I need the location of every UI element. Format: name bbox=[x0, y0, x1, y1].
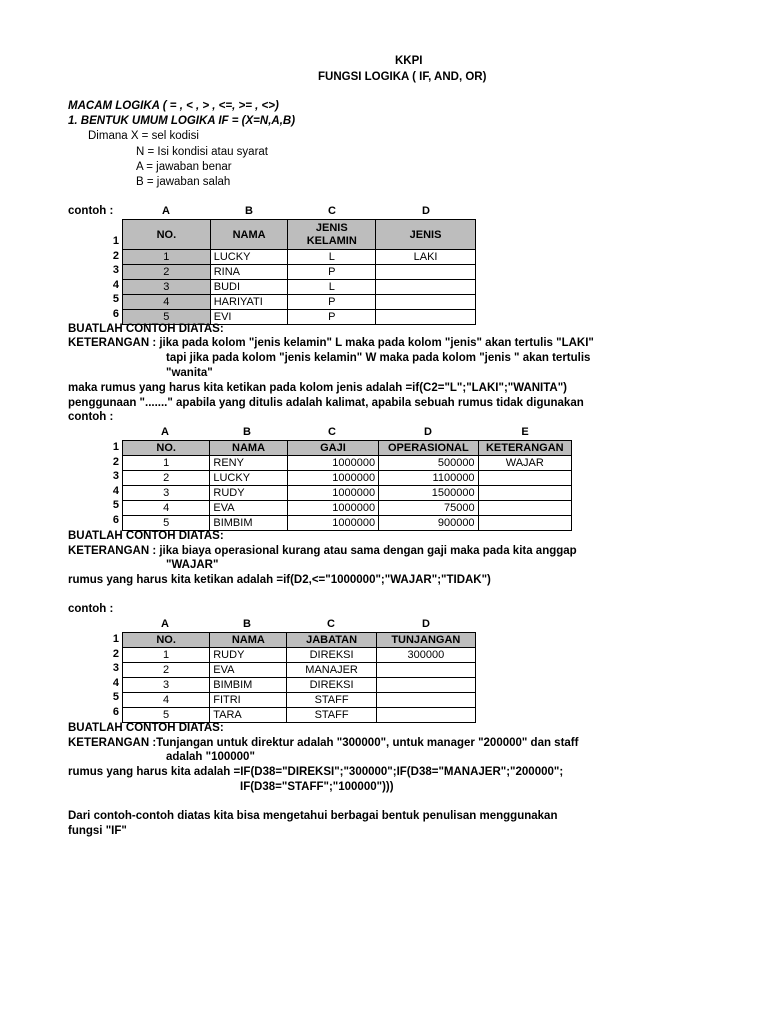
cell bbox=[376, 663, 475, 678]
cell bbox=[478, 486, 571, 501]
row-number: 5 bbox=[112, 293, 119, 305]
table-row bbox=[123, 280, 476, 295]
rumus-3-line2: IF(D38="STAFF";"100000"))) bbox=[240, 781, 394, 793]
cell: 3 bbox=[123, 486, 210, 501]
row-number: 6 bbox=[112, 514, 119, 526]
cell: 3 bbox=[123, 280, 211, 295]
row-number: 2 bbox=[112, 250, 119, 262]
cell: 4 bbox=[123, 295, 211, 310]
col-header-e: E bbox=[521, 426, 529, 438]
row-number: 1 bbox=[112, 441, 119, 453]
header-cell-line: JENIS bbox=[315, 221, 348, 234]
table-row bbox=[123, 693, 476, 708]
cell: 4 bbox=[123, 693, 210, 708]
cell: BUDI bbox=[210, 280, 288, 295]
cell bbox=[478, 501, 571, 516]
cell: 900000 bbox=[379, 516, 478, 531]
rumus-2: rumus yang harus kita ketikan adalah =if(D2,<="1000000";"WAJAR";"TIDAK") bbox=[68, 574, 491, 586]
row-number: 3 bbox=[112, 662, 119, 674]
cell: 2 bbox=[123, 265, 211, 280]
cell: 1000000 bbox=[287, 486, 378, 501]
buatlah-2: BUATLAH CONTOH DIATAS: bbox=[68, 530, 224, 542]
header-cell: NO. bbox=[123, 633, 210, 648]
table-row bbox=[123, 250, 476, 265]
cell: 1 bbox=[123, 456, 210, 471]
cell: HARIYATI bbox=[210, 295, 288, 310]
row-number: 3 bbox=[112, 470, 119, 482]
col-header-a: A bbox=[162, 205, 170, 217]
cell bbox=[376, 310, 476, 325]
header-cell-line: KELAMIN bbox=[306, 234, 357, 247]
cell: 1000000 bbox=[287, 471, 378, 486]
cell: LAKI bbox=[376, 250, 476, 265]
cell: FITRI bbox=[210, 693, 287, 708]
table-row bbox=[123, 486, 572, 501]
cell: 5 bbox=[123, 708, 210, 723]
col-header-b: B bbox=[245, 205, 253, 217]
a-definition: A = jawaban benar bbox=[136, 161, 232, 173]
cell: 4 bbox=[123, 501, 210, 516]
page-subtitle: FUNGSI LOGIKA ( IF, AND, OR) bbox=[318, 71, 487, 83]
cell bbox=[376, 295, 476, 310]
cell: BIMBIM bbox=[210, 516, 287, 531]
col-header-d: D bbox=[422, 205, 430, 217]
n-definition: N = Isi kondisi atau syarat bbox=[136, 146, 268, 158]
header-cell: NAMA bbox=[210, 220, 288, 250]
cell: TARA bbox=[210, 708, 287, 723]
cell: 1 bbox=[123, 648, 210, 663]
cell: 500000 bbox=[379, 456, 478, 471]
b-definition: B = jawaban salah bbox=[136, 176, 231, 188]
kesimpulan-line2: fungsi "IF" bbox=[68, 825, 127, 837]
cell bbox=[478, 471, 571, 486]
header-cell: NO. bbox=[123, 220, 211, 250]
row-number: 1 bbox=[112, 235, 119, 247]
cell: RENY bbox=[210, 456, 287, 471]
cell: 1000000 bbox=[287, 456, 378, 471]
col-header-a: A bbox=[161, 426, 169, 438]
bentuk-umum: 1. BENTUK UMUM LOGIKA IF = (X=N,A,B) bbox=[68, 115, 296, 127]
table-row bbox=[123, 708, 476, 723]
cell bbox=[376, 280, 476, 295]
table-row bbox=[123, 295, 476, 310]
cell: STAFF bbox=[287, 693, 376, 708]
cell: P bbox=[288, 265, 376, 280]
header-cell: OPERASIONAL bbox=[379, 441, 478, 456]
row-number: 4 bbox=[112, 485, 119, 497]
cell: 1000000 bbox=[287, 501, 378, 516]
col-header-d: D bbox=[422, 618, 430, 630]
cell: RINA bbox=[210, 265, 288, 280]
col-header-b: B bbox=[243, 426, 251, 438]
cell: 3 bbox=[123, 678, 210, 693]
keterangan-1: KETERANGAN : jika pada kolom "jenis kelamin" L maka pada kolom "jenis" akan tertulis "LAKI" bbox=[68, 337, 594, 349]
page-title: KKPI bbox=[395, 55, 423, 67]
contoh-label-2: contoh : bbox=[68, 411, 114, 423]
cell: 5 bbox=[123, 516, 210, 531]
col-header-d: D bbox=[424, 426, 432, 438]
cell: P bbox=[288, 295, 376, 310]
cell: STAFF bbox=[287, 708, 376, 723]
header-cell: GAJI bbox=[287, 441, 378, 456]
cell: 300000 bbox=[376, 648, 475, 663]
cell bbox=[376, 708, 475, 723]
row-number: 1 bbox=[112, 633, 119, 645]
table-jenis-kelamin bbox=[122, 219, 476, 325]
header-cell: JABATAN bbox=[287, 633, 376, 648]
row-number: 3 bbox=[112, 264, 119, 276]
table-row bbox=[123, 501, 572, 516]
header-cell bbox=[288, 220, 376, 250]
keterangan-2-line2: "WAJAR" bbox=[166, 559, 219, 571]
table-row bbox=[123, 648, 476, 663]
row-number: 6 bbox=[112, 706, 119, 718]
table-row bbox=[123, 516, 572, 531]
rumus-1: maka rumus yang harus kita ketikan pada kolom jenis adalah =if(C2="L";"LAKI";"WANITA") bbox=[68, 382, 568, 394]
cell: LUCKY bbox=[210, 471, 287, 486]
cell: 1100000 bbox=[379, 471, 478, 486]
rumus-3: rumus yang harus kita adalah =IF(D38="DIREKSI";"300000";IF(D38="MANAJER";"200000"; bbox=[68, 766, 564, 778]
row-number: 5 bbox=[112, 499, 119, 511]
col-header-c: C bbox=[327, 618, 335, 630]
table-tunjangan bbox=[122, 632, 476, 723]
macam-logika: MACAM LOGIKA ( = , < , > , <=, >= , <>) bbox=[68, 100, 279, 112]
table-header-row bbox=[123, 220, 476, 250]
cell: L bbox=[288, 280, 376, 295]
penggunaan-note: penggunaan "......." apabila yang ditulis adalah kalimat, apabila sebuah rumus tidak digunakan bbox=[68, 397, 584, 409]
cell bbox=[376, 678, 475, 693]
keterangan-3: KETERANGAN :Tunjangan untuk direktur adalah "300000", untuk manager "200000" dan staff bbox=[68, 737, 579, 749]
contoh-label-3: contoh : bbox=[68, 603, 114, 615]
table-row bbox=[123, 471, 572, 486]
cell: 5 bbox=[123, 310, 211, 325]
row-number: 4 bbox=[112, 677, 119, 689]
cell: DIREKSI bbox=[287, 678, 376, 693]
keterangan-2: KETERANGAN : jika biaya operasional kurang atau sama dengan gaji maka pada kita anggap bbox=[68, 545, 577, 557]
cell: EVA bbox=[210, 663, 287, 678]
header-cell: NO. bbox=[123, 441, 210, 456]
header-cell: NAMA bbox=[210, 441, 287, 456]
table-header-row bbox=[123, 633, 476, 648]
buatlah-1: BUATLAH CONTOH DIATAS: bbox=[68, 323, 224, 335]
contoh-label-1: contoh : bbox=[68, 205, 114, 217]
keterangan-1-line3: "wanita" bbox=[166, 367, 213, 379]
col-header-c: C bbox=[328, 426, 336, 438]
cell: EVA bbox=[210, 501, 287, 516]
keterangan-1-line2: tapi jika pada kolom "jenis kelamin" W maka pada kolom "jenis " akan tertulis bbox=[166, 352, 591, 364]
cell: LUCKY bbox=[210, 250, 288, 265]
cell: P bbox=[288, 310, 376, 325]
keterangan-3-line2: adalah "100000" bbox=[166, 751, 255, 763]
header-cell: KETERANGAN bbox=[478, 441, 571, 456]
header-cell: TUNJANGAN bbox=[376, 633, 475, 648]
cell: L bbox=[288, 250, 376, 265]
buatlah-3: BUATLAH CONTOH DIATAS: bbox=[68, 722, 224, 734]
cell: 2 bbox=[123, 663, 210, 678]
cell bbox=[478, 516, 571, 531]
table-row bbox=[123, 663, 476, 678]
kesimpulan: Dari contoh-contoh diatas kita bisa mengetahui berbagai bentuk penulisan menggunakan bbox=[68, 810, 558, 822]
table-row bbox=[123, 678, 476, 693]
cell: BIMBIM bbox=[210, 678, 287, 693]
table-row bbox=[123, 265, 476, 280]
table-row bbox=[123, 456, 572, 471]
table-gaji bbox=[122, 440, 572, 531]
cell: RUDY bbox=[210, 486, 287, 501]
row-number: 5 bbox=[112, 691, 119, 703]
cell bbox=[376, 265, 476, 280]
cell: 1 bbox=[123, 250, 211, 265]
cell: RUDY bbox=[210, 648, 287, 663]
cell: 2 bbox=[123, 471, 210, 486]
header-cell: JENIS bbox=[376, 220, 476, 250]
col-header-c: C bbox=[328, 205, 336, 217]
table-header-row bbox=[123, 441, 572, 456]
header-cell: NAMA bbox=[210, 633, 287, 648]
cell: 75000 bbox=[379, 501, 478, 516]
row-number: 2 bbox=[112, 648, 119, 660]
row-number: 2 bbox=[112, 456, 119, 468]
cell: 1000000 bbox=[287, 516, 378, 531]
cell bbox=[376, 693, 475, 708]
col-header-a: A bbox=[161, 618, 169, 630]
row-number: 4 bbox=[112, 279, 119, 291]
cell: MANAJER bbox=[287, 663, 376, 678]
col-header-b: B bbox=[243, 618, 251, 630]
cell: 1500000 bbox=[379, 486, 478, 501]
cell: WAJAR bbox=[478, 456, 571, 471]
dimana-text: Dimana X = sel kodisi bbox=[88, 130, 199, 142]
cell: DIREKSI bbox=[287, 648, 376, 663]
row-number: 6 bbox=[112, 308, 119, 320]
cell: EVI bbox=[210, 310, 288, 325]
